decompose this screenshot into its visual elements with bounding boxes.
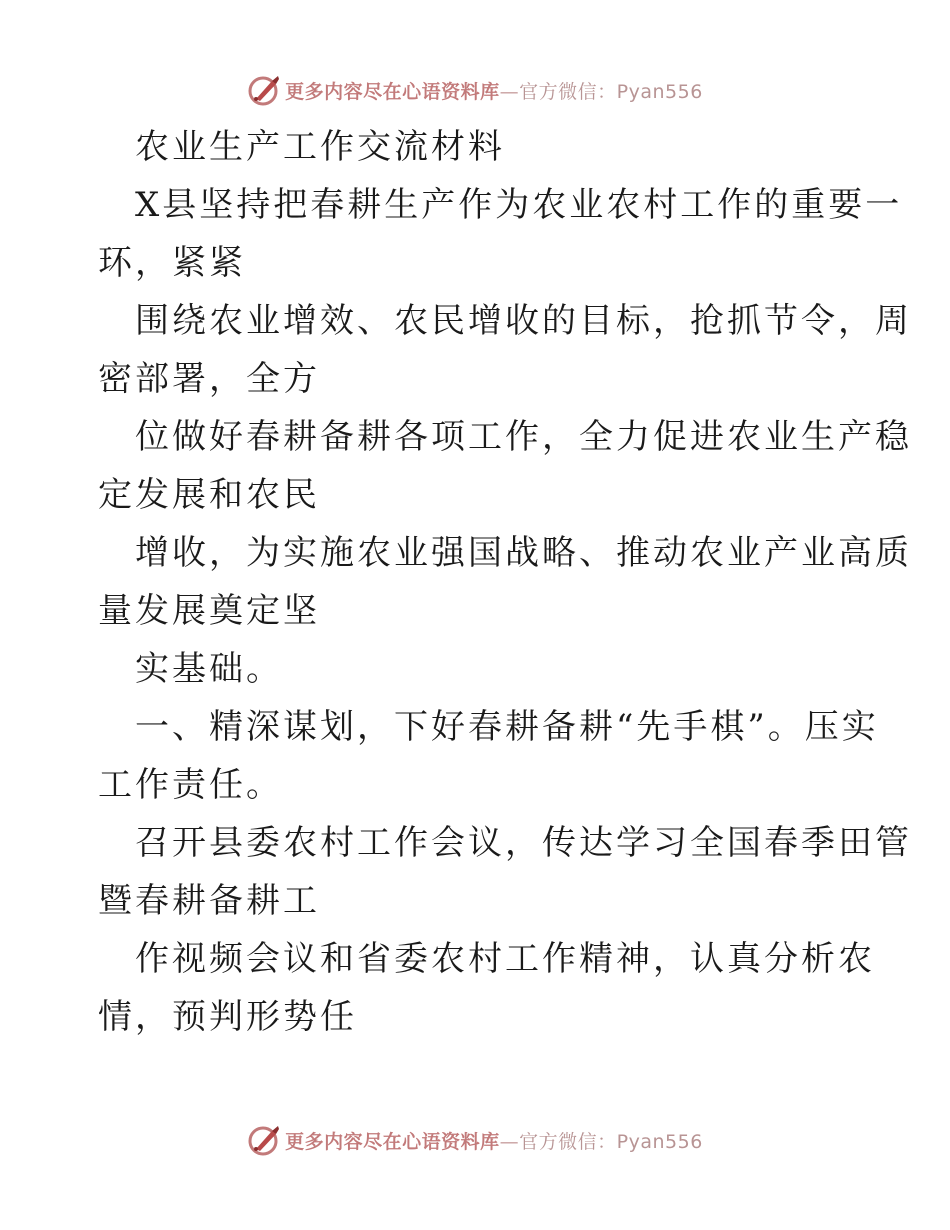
document-line: 位做好春耕备耕各项工作，全力促进农业生产稳 (135, 417, 912, 457)
document-line: 实基础。 (135, 649, 283, 689)
document-line: 召开县委农村工作会议，传达学习全国春季田管 (135, 823, 912, 863)
watermark-side-text: 官方微信：Pyan556 (519, 1130, 703, 1153)
document-line: 作视频会议和省委农村工作精神，认真分析农 (135, 939, 875, 979)
pen-logo-icon (247, 1123, 281, 1157)
watermark-main-text: 更多内容尽在心语资料库 (285, 80, 500, 103)
document-line: X县坚持把春耕生产作为农业农村工作的重要一 (135, 185, 903, 225)
pen-logo-icon (247, 73, 281, 107)
document-line: 工作责任。 (98, 765, 283, 805)
footer-watermark (0, 1122, 950, 1158)
document-line: 密部署，全方 (98, 359, 320, 399)
document-line: 农业生产工作交流材料 (135, 127, 505, 167)
document-body (98, 118, 912, 1046)
document-line: 定发展和农民 (98, 475, 320, 515)
document-line: 环，紧紧 (98, 243, 246, 283)
document-line: 增收，为实施农业强国战略、推动农业产业高质 (135, 533, 912, 573)
watermark-side-text: 官方微信：Pyan556 (519, 80, 703, 103)
watermark-separator: — (499, 80, 520, 103)
document-line: 一、精深谋划，下好春耕备耕“先手棋”。压实 (135, 707, 879, 747)
document-line: 围绕农业增效、农民增收的目标，抢抓节令，周 (135, 301, 912, 341)
document-line: 量发展奠定坚 (98, 591, 320, 631)
header-watermark (0, 72, 950, 108)
watermark-main-text: 更多内容尽在心语资料库 (285, 1130, 500, 1153)
watermark-separator: — (499, 1130, 520, 1153)
document-line: 情，预判形势任 (98, 997, 357, 1037)
document-line: 暨春耕备耕工 (98, 881, 320, 921)
